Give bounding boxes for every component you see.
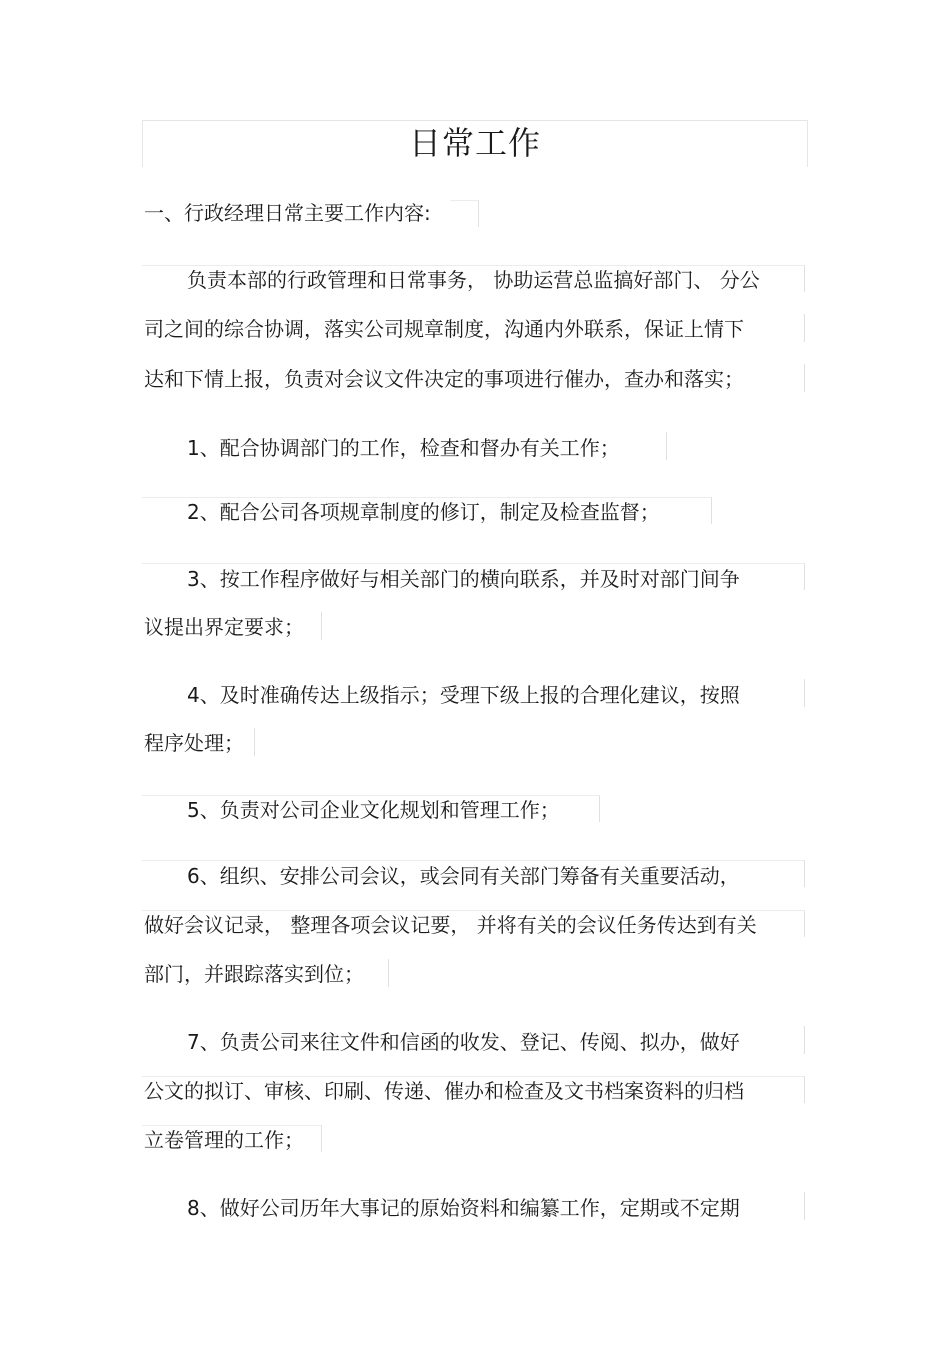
intro-line: 负责本部的行政管理和日常事务， 协助运营总监搞好部门、 分公 [187, 268, 760, 292]
margin-mark [254, 728, 255, 756]
list-item-line: 3、按工作程序做好与相关部门的横向联系，并及时对部门间争 [187, 567, 740, 591]
margin-mark [804, 314, 805, 342]
margin-mark [321, 612, 322, 640]
list-item-line: 公文的拟订、审核、印刷、传递、催办和检查及文书档案资料的归档 [144, 1079, 744, 1103]
list-item-line: 4、及时准确传达上级指示；受理下级上报的合理化建议，按照 [187, 683, 740, 707]
list-item-line: 8、做好公司历年大事记的原始资料和编纂工作，定期或不定期 [187, 1196, 740, 1220]
heading-frame [450, 200, 479, 227]
list-item-line: 2、配合公司各项规章制度的修订，制定及检查监督； [187, 500, 660, 524]
list-item-line: 议提出界定要求； [144, 615, 304, 639]
margin-mark [804, 1026, 805, 1054]
list-item-line: 6、组织、安排公司会议，或会同有关部门筹备有关重要活动， [187, 864, 740, 888]
list-item-line: 部门，并跟踪落实到位； [144, 962, 364, 986]
list-item-line: 5、负责对公司企业文化规划和管理工作； [187, 798, 560, 822]
list-item-line: 7、负责公司来往文件和信函的收发、登记、传阅、拟办，做好 [187, 1030, 740, 1054]
list-item-line: 做好会议记录， 整理各项会议记要， 并将有关的会议任务传达到有关 [144, 913, 757, 937]
margin-mark [804, 679, 805, 707]
margin-mark [804, 1192, 805, 1220]
margin-mark [666, 432, 667, 460]
page-title: 日常工作 [408, 124, 541, 162]
list-item-line: 1、配合协调部门的工作，检查和督办有关工作； [187, 436, 620, 460]
list-item-line: 立卷管理的工作； [144, 1128, 304, 1152]
title-frame [142, 120, 808, 167]
intro-line: 达和下情上报，负责对会议文件决定的事项进行催办，查办和落实； [144, 367, 744, 391]
list-item-line: 程序处理； [144, 731, 244, 755]
section-heading: 一、行政经理日常主要工作内容: [144, 201, 431, 225]
intro-line: 司之间的综合协调，落实公司规章制度，沟通内外联系，保证上情下 [144, 317, 744, 341]
margin-mark [388, 959, 389, 987]
margin-mark [804, 364, 805, 392]
